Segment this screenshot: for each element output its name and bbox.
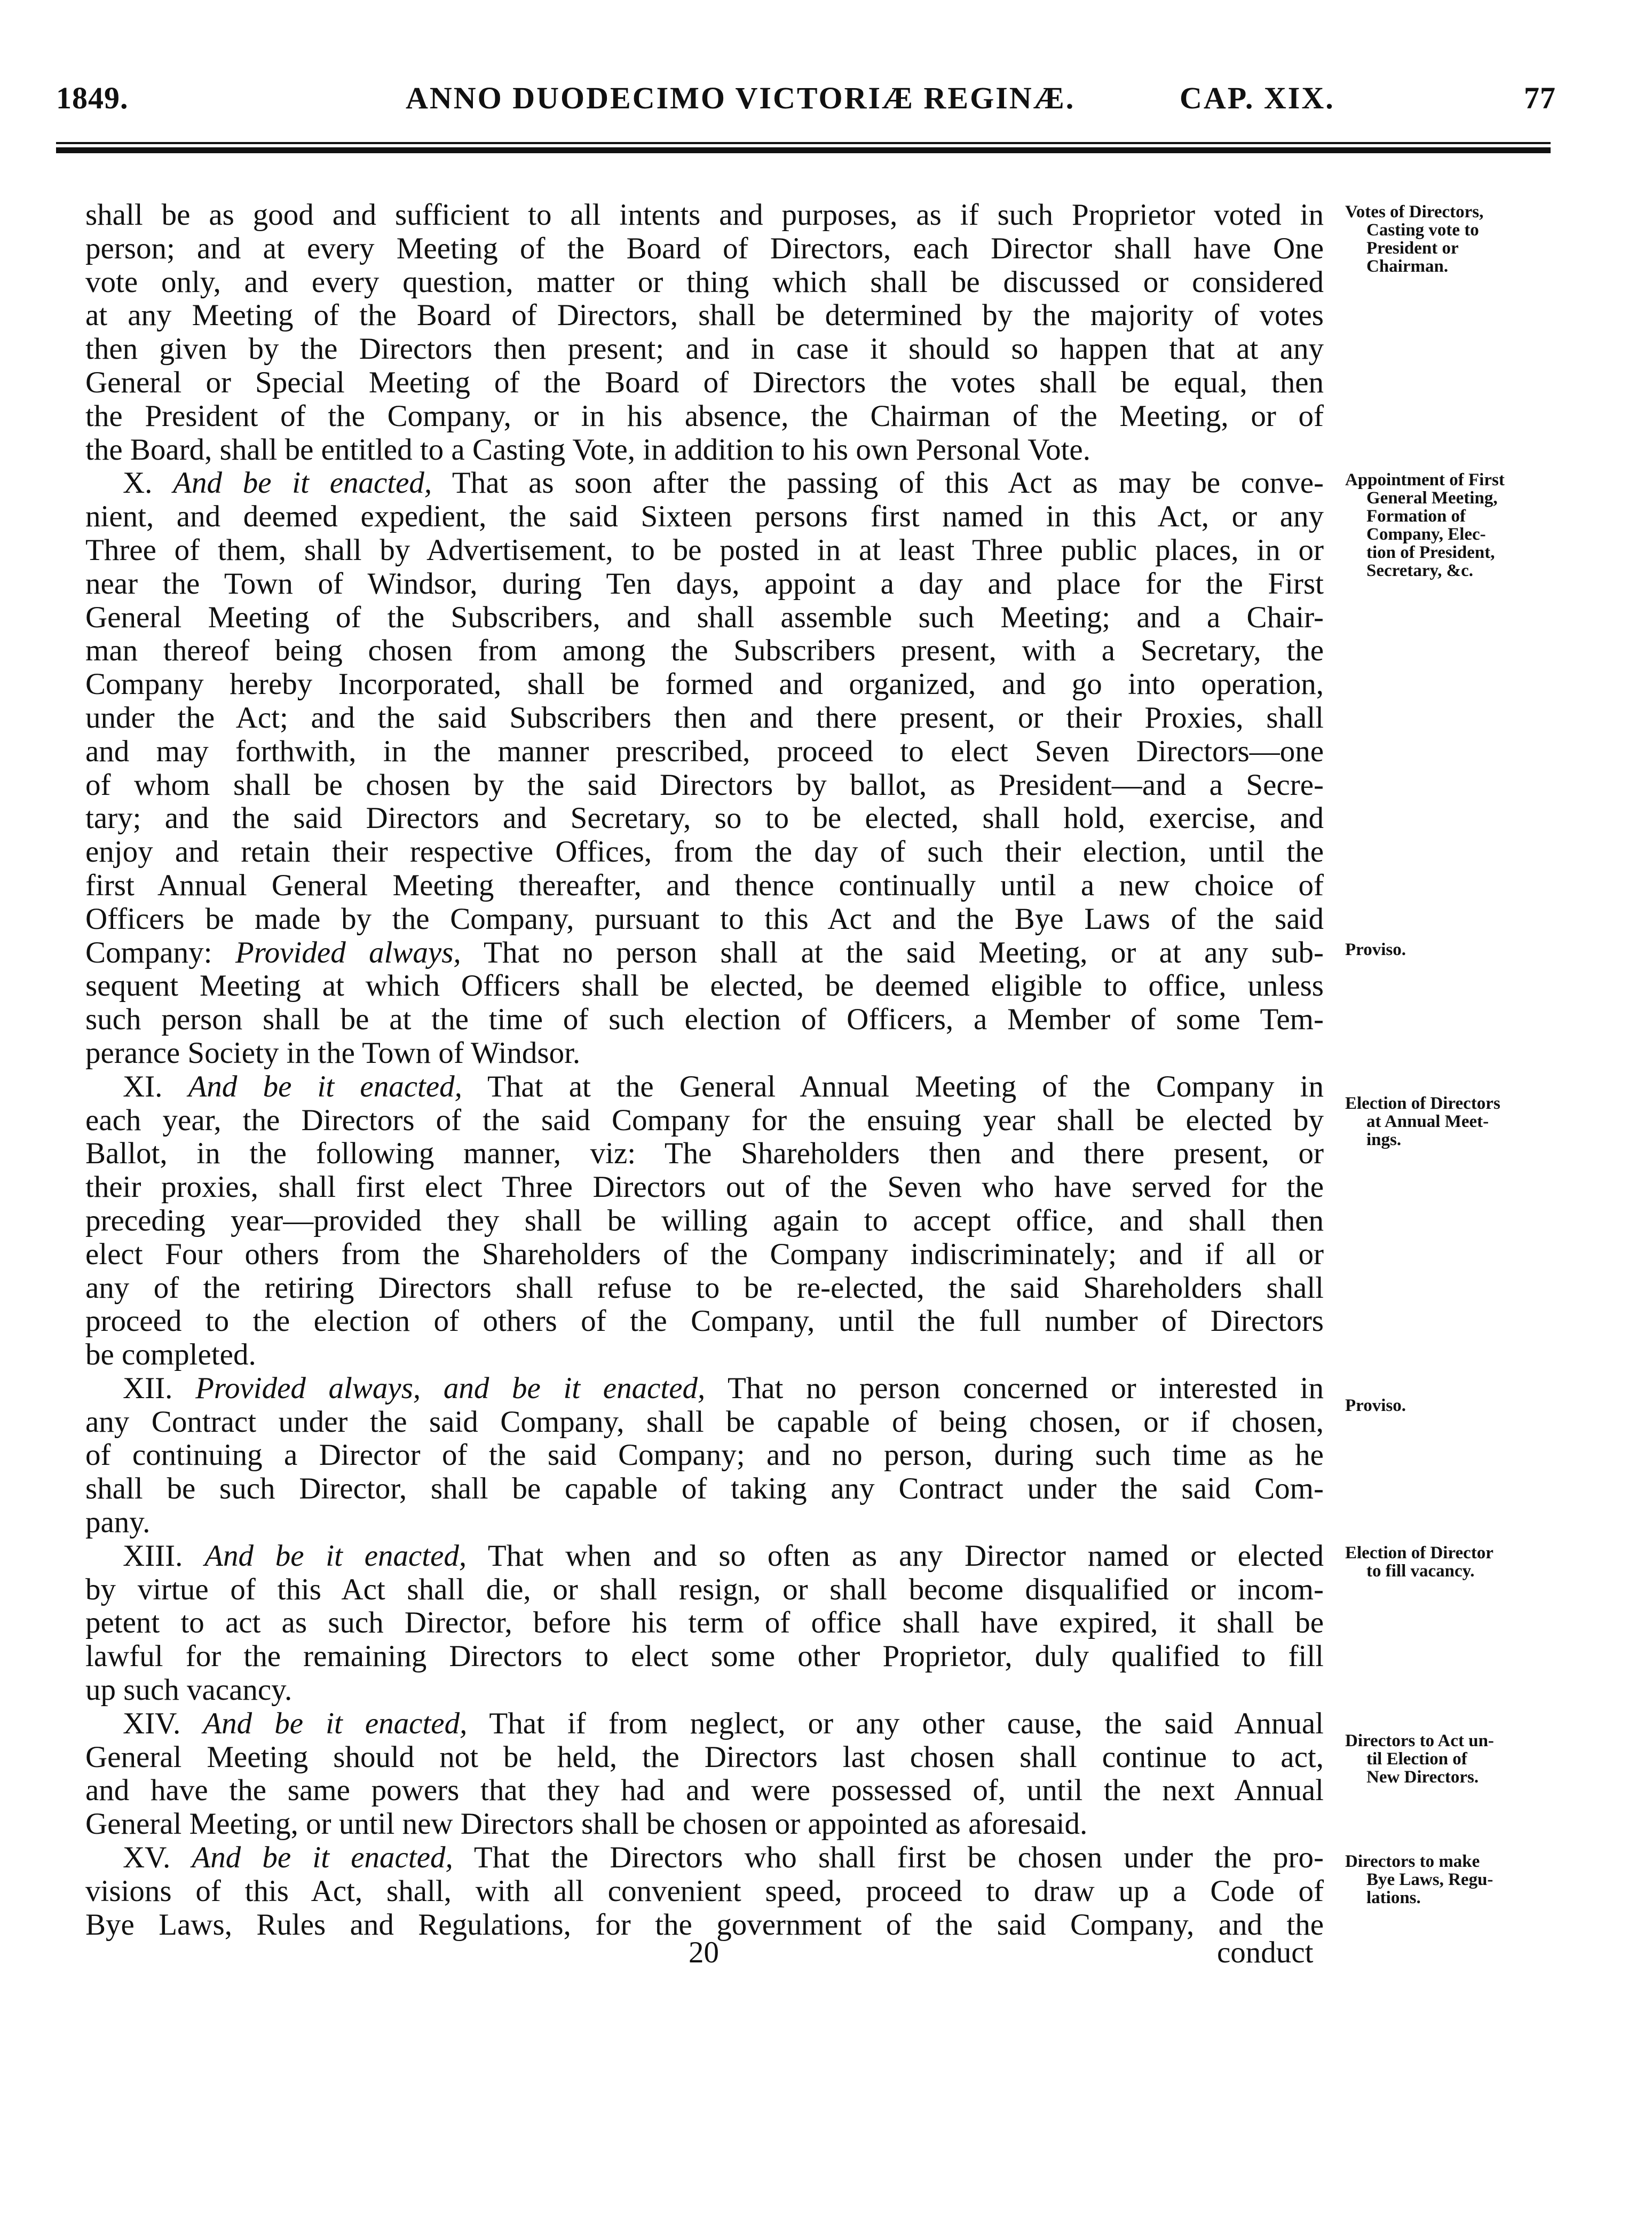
text-segment: petent to act as such Director, before his term of office shall have expired, it shall be [85, 1606, 1324, 1640]
section-start-line [85, 1540, 1324, 1573]
text-segment: then given by the Directors then present; and in case it should so happen that at any [85, 332, 1324, 366]
text-segment: XII. [123, 1371, 196, 1405]
text-segment: each year, the Directors of the said Company for the ensuing year shall be elected by [85, 1103, 1324, 1137]
text-segment: XIII. [123, 1539, 205, 1573]
text-segment: vote only, and every question, matter or thing which shall be discussed or considered [85, 265, 1324, 299]
margin-note-line: President or [1366, 239, 1459, 258]
italic-phrase: And be it enacted, [203, 1706, 468, 1740]
margin-note-line: Casting vote to [1366, 220, 1479, 240]
text-line [85, 433, 1324, 467]
signature-mark: 20 [689, 1936, 719, 1969]
text-line [85, 701, 1324, 735]
margin-note-line: Secretary, &c. [1366, 561, 1474, 581]
text-segment: That the Directors who shall first be chosen under the pro- [453, 1841, 1324, 1875]
header-chapter: CAP. XIX. [1180, 81, 1335, 115]
text-segment: elect Four others from the Shareholders of the Company indiscriminately; and if all or [85, 1237, 1324, 1271]
text-segment: person; and at every Meeting of the Board of Directors, each Director shall have One [85, 231, 1324, 265]
italic-phrase: And be it enacted, [192, 1841, 453, 1875]
text-segment: visions of this Act, shall, with all convenient speed, proceed to draw up a Code of [85, 1874, 1324, 1908]
text-line [85, 1472, 1324, 1506]
text-segment: General Meeting should not be held, the Directors last chosen shall continue to act, [85, 1740, 1324, 1774]
text-line [85, 1003, 1324, 1037]
text-line [85, 199, 1324, 232]
text-segment: pany. [85, 1505, 151, 1540]
text-segment: and may forthwith, in the manner prescribed, proceed to elect Seven Directors—one [85, 734, 1324, 768]
margin-note-line: Votes of Directors, [1345, 202, 1484, 222]
text-segment: tary; and the said Directors and Secretary, so to be elected, shall hold, exercise, and [85, 801, 1324, 835]
italic-phrase: Provided always, [235, 935, 461, 969]
text-line [85, 567, 1324, 601]
margin-note-line: to fill vacancy. [1366, 1561, 1475, 1581]
text-segment: Company hereby Incorporated, shall be formed and organized, and go into operation, [85, 667, 1324, 701]
text-segment: XI. [123, 1069, 188, 1103]
margin-note-line: at Annual Meet- [1366, 1112, 1489, 1132]
text-segment: preceding year—provided they shall be willing again to accept office, and shall then [85, 1203, 1324, 1237]
margin-note-line: Directors to Act un- [1345, 1731, 1494, 1750]
text-segment: be completed. [85, 1338, 256, 1372]
text-segment: Officers be made by the Company, pursuant to this Act and the Bye Laws of the said [85, 902, 1324, 936]
text-line [85, 1406, 1324, 1439]
text-segment: That as soon after the passing of this Act as may be conve- [432, 466, 1324, 500]
text-segment: XV. [123, 1841, 192, 1875]
text-line [85, 1137, 1324, 1171]
italic-phrase: Provided always, and be it enacted, [195, 1371, 706, 1405]
margin-note [1345, 1732, 1569, 1786]
text-line [85, 1875, 1324, 1908]
margin-note-line: Directors to make [1345, 1851, 1480, 1871]
text-segment: proceed to the election of others of the Company, until the full number of Directors [85, 1304, 1324, 1338]
margin-note [1345, 1852, 1569, 1907]
text-segment: of whom shall be chosen by the said Directors by ballot, as President—and a Secre- [85, 768, 1324, 802]
section-start-line [85, 467, 1324, 500]
text-segment: at any Meeting of the Board of Directors, shall be determined by the majority of votes [85, 298, 1324, 333]
margin-note-line: Company, Elec- [1366, 525, 1486, 545]
text-line [85, 1741, 1324, 1774]
text-line [85, 1606, 1324, 1640]
section-start-line [85, 1372, 1324, 1406]
text-line [85, 1640, 1324, 1674]
text-segment: That when and so often as any Director named or elected [467, 1539, 1324, 1573]
margin-note [1345, 471, 1569, 580]
margin-note-line: tion of President, [1366, 543, 1495, 563]
text-line [85, 1037, 1324, 1070]
text-segment: General Meeting, or until new Directors shall be chosen or appointed as aforesaid. [85, 1807, 1088, 1841]
text-segment: shall be such Director, shall be capable of taking any Contract under the said Com- [85, 1472, 1324, 1506]
text-line [85, 1272, 1324, 1305]
text-segment: That no person concerned or interested in [705, 1371, 1324, 1405]
text-segment: near the Town of Windsor, during Ten days, appoint a day and place for the First [85, 566, 1324, 601]
header-rule-thick [56, 147, 1551, 153]
text-segment: any Contract under the said Company, shall be capable of being chosen, or if chosen, [85, 1405, 1324, 1439]
text-line [85, 1439, 1324, 1472]
text-segment: enjoy and retain their respective Offices, from the day of such their election, until the [85, 835, 1324, 869]
margin-note-line: Appointment of First [1345, 470, 1505, 490]
text-segment: That at the General Annual Meeting of the Company in [462, 1069, 1324, 1103]
margin-note [1345, 1397, 1569, 1415]
text-line [85, 802, 1324, 835]
italic-phrase: And be it enacted, [204, 1539, 467, 1573]
text-segment: XIV. [123, 1706, 203, 1740]
margin-note-line: Proviso. [1345, 940, 1406, 959]
text-segment: the Board, shall be entitled to a Casting Vote, in addition to his own Personal Vote. [85, 432, 1090, 467]
margin-note-line: ings. [1366, 1130, 1402, 1150]
text-line [85, 634, 1324, 668]
text-segment: their proxies, shall first elect Three Directors out of the Seven who have served for the [85, 1170, 1324, 1204]
text-segment: That no person shall at the said Meeting, or at any sub- [461, 935, 1324, 969]
text-line [85, 969, 1324, 1003]
margin-note-line: Election of Director [1345, 1543, 1493, 1563]
text-segment: up such vacancy. [85, 1673, 293, 1707]
text-line [85, 333, 1324, 366]
text-segment: perance Society in the Town of Windsor. [85, 1036, 581, 1070]
margin-note [1345, 1544, 1569, 1580]
header-year: 1849. [56, 81, 129, 115]
body-text [85, 199, 1324, 1942]
text-segment: under the Act; and the said Subscribers then and there present, or their Proxies, shall [85, 700, 1324, 735]
text-segment: first Annual General Meeting thereafter, and thence continually until a new choice of [85, 868, 1324, 902]
margin-note-line: lations. [1366, 1888, 1421, 1907]
text-line [85, 1238, 1324, 1272]
text-line [85, 232, 1324, 266]
text-line [85, 668, 1324, 701]
text-segment: by virtue of this Act shall die, or shall resign, or shall become disqualified or incom- [85, 1572, 1324, 1606]
text-line [85, 1104, 1324, 1138]
italic-phrase: And be it enacted, [173, 466, 432, 500]
text-line [85, 1808, 1324, 1841]
text-line [85, 835, 1324, 869]
text-line [85, 1204, 1324, 1238]
text-segment: the President of the Company, or in his absence, the Chairman of the Meeting, or of [85, 399, 1324, 433]
text-line [85, 1171, 1324, 1204]
text-segment: and have the same powers that they had and were possessed of, until the next Annual [85, 1773, 1324, 1808]
margin-note-line: Chairman. [1366, 257, 1449, 276]
text-segment: of continuing a Director of the said Company; and no person, during such time as he [85, 1438, 1324, 1472]
text-line [85, 299, 1324, 333]
header-rule-thin [56, 142, 1551, 144]
text-line [85, 1774, 1324, 1808]
margin-note [1345, 941, 1569, 959]
section-start-line [85, 1841, 1324, 1875]
text-segment: nient, and deemed expedient, the said Sixteen persons first named in this Act, or any [85, 500, 1324, 534]
margin-note [1345, 203, 1569, 275]
text-segment: lawful for the remaining Directors to elect some other Proprietor, duly qualified to fill [85, 1639, 1324, 1674]
margin-note-line: Bye Laws, Regu- [1366, 1870, 1493, 1889]
margin-note-line: General Meeting, [1366, 488, 1498, 508]
catchword: conduct [1217, 1936, 1314, 1969]
text-line [85, 903, 1324, 936]
margin-note-line: Election of Directors [1345, 1094, 1500, 1114]
text-line [85, 1573, 1324, 1607]
text-line [85, 1305, 1324, 1338]
text-line [85, 936, 1324, 970]
text-line [85, 400, 1324, 433]
text-segment: X. [123, 466, 173, 500]
text-line [85, 366, 1324, 400]
text-segment: shall be as good and sufficient to all intents and purposes, as if such Proprietor voted in [85, 198, 1324, 232]
text-segment: That if from neglect, or any other cause, the said Annual [467, 1706, 1324, 1740]
text-line [85, 769, 1324, 802]
text-segment: sequent Meeting at which Officers shall be elected, be deemed eligible to office, unless [85, 969, 1324, 1003]
section-start-line [85, 1707, 1324, 1741]
header-title: ANNO DUODECIMO VICTORIÆ REGINÆ. [406, 81, 1076, 115]
text-segment: Three of them, shall by Advertisement, to be posted in at least Three public places, in or [85, 533, 1324, 567]
text-line [85, 1674, 1324, 1707]
margin-note-line: Formation of [1366, 507, 1466, 526]
section-start-line [85, 1070, 1324, 1104]
page-number: 77 [1524, 81, 1556, 115]
margin-note-line: til Election of [1366, 1749, 1467, 1769]
text-line [85, 534, 1324, 567]
margin-note-line: New Directors. [1366, 1767, 1479, 1787]
text-segment: man thereof being chosen from among the Subscribers present, with a Secretary, the [85, 634, 1324, 668]
text-segment: Company: [85, 935, 235, 969]
text-segment: Ballot, in the following manner, viz: The Shareholders then and there present, or [85, 1137, 1324, 1171]
margin-note-line: Proviso. [1345, 1395, 1406, 1415]
text-line [85, 1506, 1324, 1540]
italic-phrase: And be it enacted, [188, 1069, 462, 1103]
text-segment: General or Special Meeting of the Board of Directors the votes shall be equal, then [85, 365, 1324, 399]
text-line [85, 601, 1324, 635]
text-segment: Bye Laws, Rules and Regulations, for the government of the said Company, and the [85, 1907, 1324, 1942]
text-line [85, 266, 1324, 299]
text-segment: General Meeting of the Subscribers, and shall assemble such Meeting; and a Chair- [85, 600, 1324, 634]
text-segment: any of the retiring Directors shall refuse to be re-elected, the said Shareholders shall [85, 1271, 1324, 1305]
text-line [85, 1338, 1324, 1372]
margin-note [1345, 1094, 1569, 1149]
text-segment: such person shall be at the time of such election of Officers, a Member of some Tem- [85, 1003, 1324, 1037]
text-line [85, 735, 1324, 769]
text-line [85, 500, 1324, 534]
text-line [85, 869, 1324, 903]
